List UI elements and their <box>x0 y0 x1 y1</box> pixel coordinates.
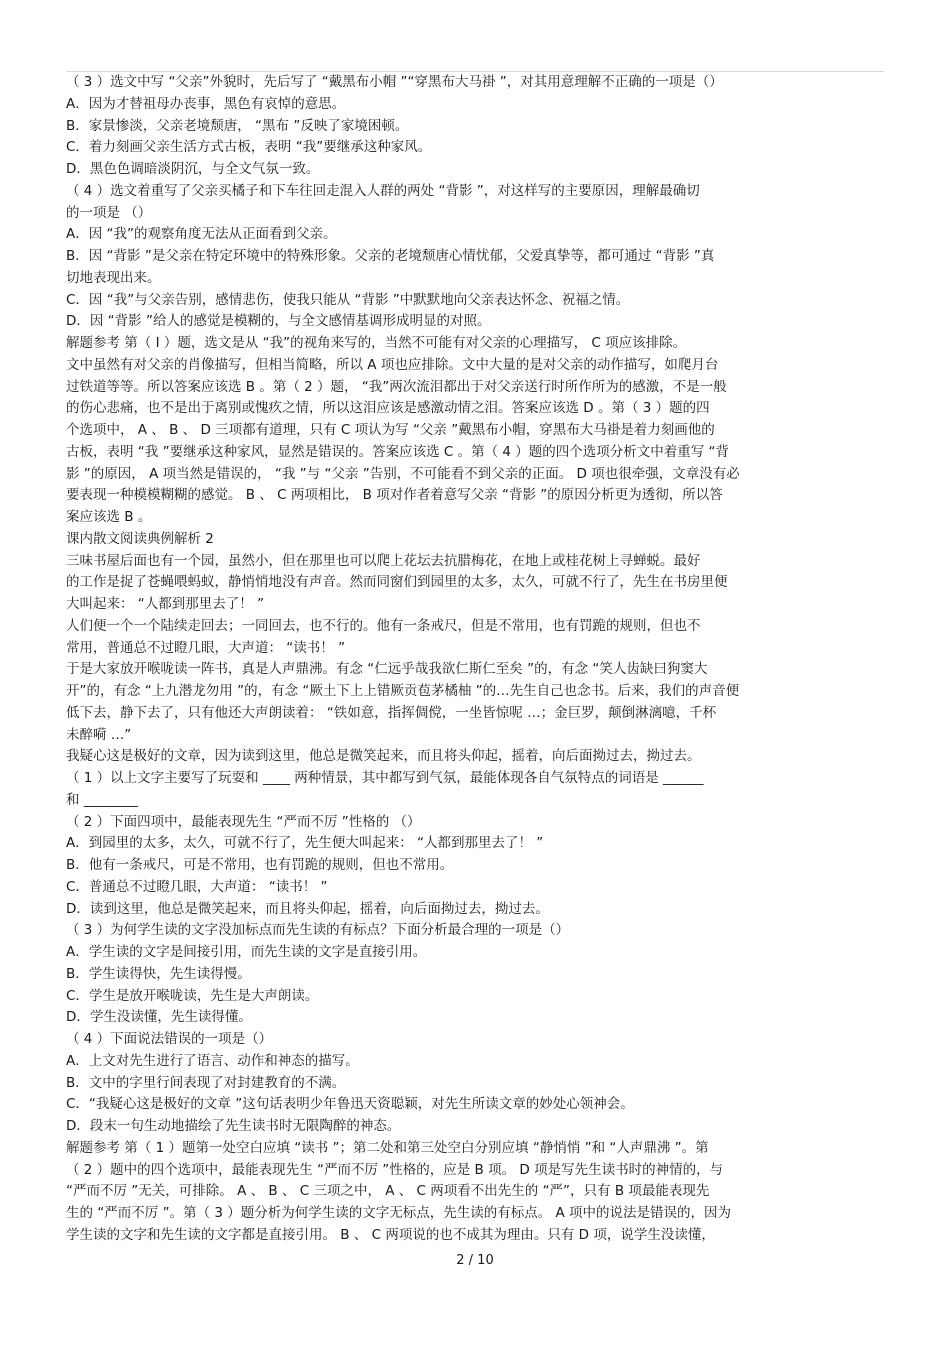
text-line: A．因为才替祖母办丧事，黑色有哀悼的意思。 <box>66 95 346 112</box>
text-line: 过铁道等等。所以答案应该选 B 。第（ 2 ）题， “我”两次流泪都出于对父亲送行时所作所为的感激，不是一般 <box>66 378 727 395</box>
text-line: 生的 “严而不厉 ”。第（ 3 ）题分析为何学生读的文字无标点，先生读的有标点。 A 项中的说法是错误的，因为 <box>66 1205 732 1221</box>
text-line: A．学生读的文字是间接引用，而先生读的文字是直接引用。 <box>66 944 427 960</box>
text-line: D．黑色色调暗淡阴沉，与全文气氛一致。 <box>66 161 320 177</box>
text-line: 解题参考 第（ 1 ）题第一处空白应填 “读书 ”；第二处和第三处空白分别应填 “静悄悄 ”和 “人声鼎沸 ”。第 <box>66 1139 709 1156</box>
text-line: B．因 “背影 ”是父亲在特定环境中的特殊形象。父亲的老境颓唐心情忧郁，父爱真挚等，都可通过 “背影 ”真 <box>66 248 715 264</box>
text-line: 切地表现出来。 <box>66 269 161 286</box>
text-line: （ 1 ）以上文字主要写了玩耍和 ____ 两种情景，其中都写到气氛，最能体现各自气氛特点的词语是 ______ <box>66 770 704 786</box>
text-line: 未醉嗬 …” <box>66 726 132 743</box>
text-line: “严而不厉 ”无关，可排除。 A 、 B 、 C 三项之中， A 、 C 两项看不出先生的 “严”，只有 B 项最能表现先 <box>66 1183 710 1200</box>
text-line: 个选项中， A 、 B 、 D 三项都有道理，只有 C 项认为写 “父亲 ”戴黑布小帽，穿黑布大马褂是着力刻画他的 <box>66 422 715 438</box>
text-line: B．学生读得快，先生读得慢。 <box>66 965 251 982</box>
text-line: 学生读的文字和先生读的文字都是直接引用。 B 、 C 两项说的也不成其为理由。只有 D 项，说学生没读懂， <box>66 1226 715 1243</box>
text-line: 大叫起来： “人都到那里去了！ ” <box>66 596 265 612</box>
document-body <box>66 72 884 1247</box>
text-line: D．段末一句生动地描绘了先生读书时无限陶醉的神态。 <box>66 1118 401 1134</box>
text-line: 的工作是捉了苍蝇喂蚂蚁，静悄悄地没有声音。然而同窗们到园里的太多，太久，可就不行了，先生在书房里便 <box>66 574 728 591</box>
text-line: B．文中的字里行间表现了对封建教育的不满。 <box>66 1074 346 1091</box>
text-line: 三味书屋后面也有一个园，虽然小，但在那里也可以爬上花坛去抗腊梅花，在地上或桂花树上寻蝉蜕。最好 <box>66 552 701 569</box>
text-line: C．着力刻画父亲生活方式古板，表明 “我”要继承这种家风。 <box>66 139 432 156</box>
text-line: 解题参考 第（ I ）题，选文是从 “我”的视角来写的，当然不可能有对父亲的心理描写， C 项应该排除。 <box>66 335 687 351</box>
text-line: B．他有一条戒尺，可是不常用，也有罚跪的规则，但也不常用。 <box>66 857 454 873</box>
text-line: 要表现一种模模糊糊的感觉。 B 、 C 两项相比， B 项对作者着意写父亲 “背影 ”的原因分析更为透彻，所以答 <box>66 487 723 504</box>
text-line: D．因 “背影 ”给人的感觉是模糊的，与全文感情基调形成明显的对照。 <box>66 313 491 330</box>
page-number: 2 / 10 <box>456 1253 494 1268</box>
text-line: 影 ”的原因， A 项当然是错误的， “我 ”与 “父亲 ”告别，不可能看不到父亲的正面。 D 项也很牵强，文章没有必 <box>66 465 740 482</box>
text-line: C．“我疑心这是极好的文章 ”这句话表明少年鲁迅天资聪颖，对先生所读文章的妙处心领神会。 <box>66 1096 634 1113</box>
text-line: （ 2 ）下面四项中，最能表现先生 “严而不厉 ”性格的 （） <box>66 813 421 830</box>
text-line: A．上文对先生进行了语言、动作和神态的描写。 <box>66 1052 359 1069</box>
text-line: 的一项是 （） <box>66 204 152 221</box>
text-line: （ 2 ）题中的四个选项中，最能表现先生 “严而不厉 ”性格的，应是 B 项。 D 项是写先生读书时的神情的，与 <box>66 1161 724 1178</box>
text-line: 和 ________ <box>66 791 138 808</box>
text-line: 案应该选 B 。 <box>66 509 152 525</box>
text-line: （ 3 ）为何学生读的文字没加标点而先生读的有标点？下面分析最合理的一项是（） <box>66 922 570 939</box>
text-line: C．因 “我”与父亲告别，感情悲伤，使我只能从 “背影 ”中默默地向父亲表达怀念、祝福之情。 <box>66 291 630 308</box>
text-line: 的伤心悲痛，也不是出于离别或愧疚之情，所以这泪应该是感激动情之泪。答案应该选 D 。第（ 3 ）题的四 <box>66 400 710 417</box>
text-line: B．家景惨淡，父亲老境颓唐， “黑布 ”反映了家境困顿。 <box>66 117 409 134</box>
text-line: 人们便一个一个陆续走回去；一同回去，也不行的。他有一条戒尺，但是不常用，也有罚跪的规则，但也不 <box>66 617 701 634</box>
text-line: 开”的，有念 “上九潜龙勿用 ”的，有念 “厥土下上上错厥贡苞茅橘柚 ”的…先生自己也念书。后来，我们的声音便 <box>66 683 740 699</box>
text-line: A．因 “我”的观察角度无法从正面看到父亲。 <box>66 226 337 243</box>
text-line: 于是大家放开喉咙读一阵书，真是人声鼎沸。有念 “仁远乎哉我欲仁斯仁至矣 ”的，有念 “笑人齿缺曰狗窦大 <box>66 661 708 678</box>
text-line: （ 3 ）选文中写 “父亲”外貌时，先后写了 “戴黑布小帽 ”“穿黑布大马褂 ”，对其用意理解不正确的一项是（） <box>66 74 723 90</box>
text-line: C．学生是放开喉咙读，先生是大声朗读。 <box>66 987 319 1004</box>
text-line: A．到园里的太多，太久，可就不行了，先生便大叫起来： “人都到那里去了！ ” <box>66 835 544 852</box>
text-line: D．学生没读懂，先生读得懂。 <box>66 1009 252 1026</box>
text-line: 我疑心这是极好的文章，因为读到这里，他总是微笑起来，而且将头仰起，摇着，向后面拗过去，拗过去。 <box>66 748 701 765</box>
text-line: 文中虽然有对父亲的肖像描写，但相当简略，所以 A 项也应排除。文中大量的是对父亲的动作描写，如爬月台 <box>66 356 719 373</box>
text-line: D．读到这里，他总是微笑起来，而且将头仰起，摇着，向后面拗过去，拗过去。 <box>66 900 549 917</box>
text-line: 古板，表明 “我 ”要继承这种家风，显然是错误的。答案应该选 C 。第（ 4 ）题的四个选项分析文中着重写 “背 <box>66 443 730 460</box>
text-line: C．普通总不过瞪几眼，大声道： “读书！ ” <box>66 878 328 895</box>
text-line: （ 4 ）下面说法错误的一项是（） <box>66 1031 273 1047</box>
text-line: （ 4 ）选文着重写了父亲买橘子和下车往回走混入人群的两处 “背影 ”，对这样写的主要原因，理解最确切 <box>66 182 700 199</box>
text-line: 低下去，静下去了，只有他还大声朗读着： “铁如意，指挥倜傥，一坐皆惊呢 …；金巨罗，颠倒淋漓噫，千杯 <box>66 704 717 721</box>
text-line: 常用，普通总不过瞪几眼，大声道： “读书！ ” <box>66 639 346 656</box>
text-line: 课内散文阅读典例解析 2 <box>66 530 214 547</box>
